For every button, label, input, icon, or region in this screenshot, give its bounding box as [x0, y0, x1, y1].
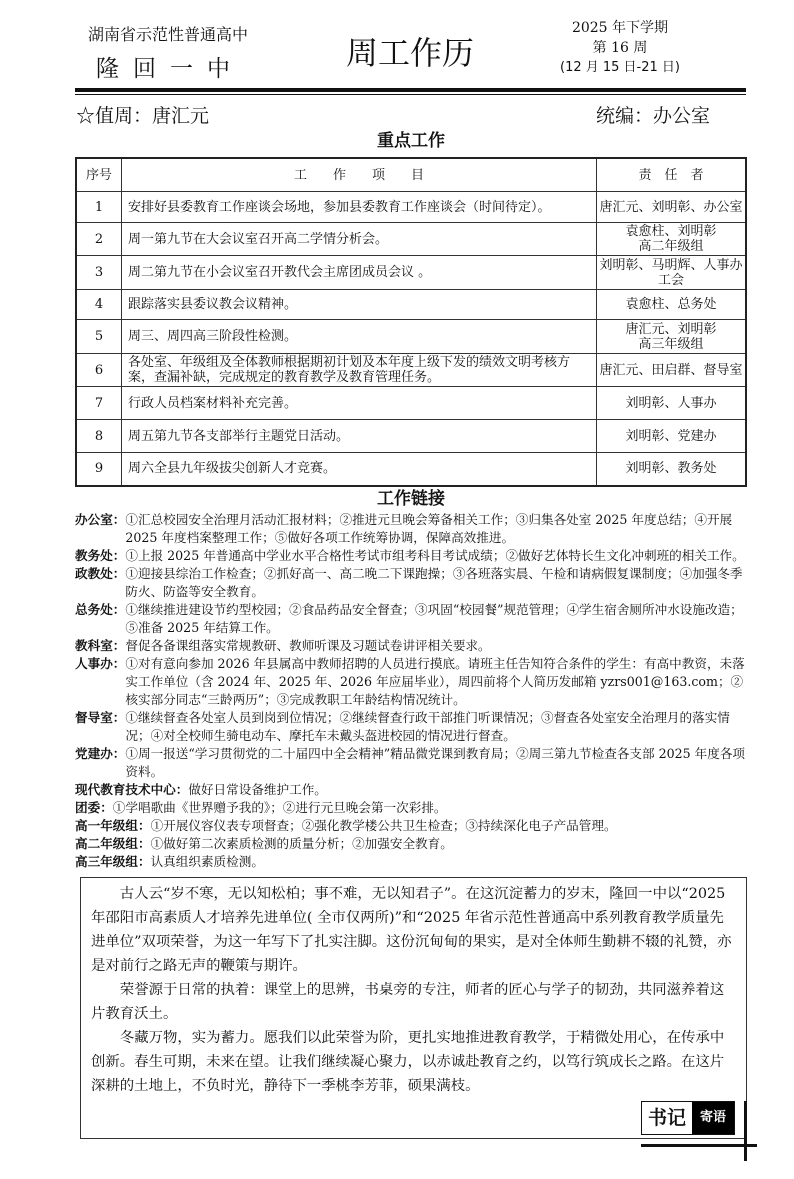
department-label: 现代教育技术中心：: [75, 781, 189, 797]
table-row: [76, 192, 746, 223]
work-link-item: [75, 799, 747, 817]
work-item: 周五第九节各支部举行主题党日活动。: [122, 420, 597, 453]
table-row: [76, 320, 746, 354]
responsible: 袁愈柱、刘明彰 高二年级组: [597, 223, 747, 256]
work-link-item: [75, 817, 747, 835]
row-number: 5: [76, 320, 122, 354]
work-link-item: [75, 745, 747, 781]
department-tasks: ①汇总校园安全治理月活动汇报材料；②推进元旦晚会筹备相关工作；③归集各处室 2025 年度总结；④开展 2025 年度档案整理工作；⑤做好各项工作统筹协调，保障高效推进。: [125, 511, 733, 545]
term-info: [540, 18, 700, 78]
work-item: 行政人员档案材料补充完善。: [122, 387, 597, 420]
department-label: 办公室：: [75, 511, 126, 527]
department-label: 教务处：: [75, 547, 126, 563]
department-label: 高二年级组：: [75, 835, 151, 851]
row-number: 2: [76, 223, 122, 256]
work-item: 周三、周四高三阶段性检测。: [122, 320, 597, 354]
department-tasks: ①做好第二次素质检测的质量分析；②加强安全教育。: [150, 835, 453, 851]
work-link-item: [75, 709, 747, 745]
work-link-item: [75, 511, 747, 547]
work-item: 周六全县九年级拔尖创新人才竞赛。: [122, 453, 597, 486]
responsible: 唐汇元、田启群、督导室: [597, 354, 747, 387]
week: 第 16 周: [592, 40, 648, 56]
table-row: [76, 223, 746, 256]
secretary-message-badge: [641, 1101, 735, 1135]
department-label: 教科室：: [75, 637, 126, 653]
secretary-message-section: [80, 877, 747, 1139]
table-row: [76, 290, 746, 320]
row-number: 9: [76, 453, 122, 486]
work-link-item: [75, 547, 747, 565]
department-tasks: ①继续督查各处室人员到岗到位情况；②继续督查行政干部推门听课情况；③督查各处室安全治理月的落实情况；④对全校师生骑电动车、摩托车未戴头盔进校园的情况进行督查。: [125, 709, 730, 743]
col-resp: 责 任 者: [597, 158, 747, 192]
row-number: 6: [76, 354, 122, 387]
department-tasks: 做好日常设备维护工作。: [188, 781, 327, 797]
row-number: 8: [76, 420, 122, 453]
table-row: [76, 387, 746, 420]
divider: [75, 88, 746, 92]
department-tasks: ①上报 2025 年普通高中学业水平合格性考试市组考科目考试成绩；②做好艺体特长生文化冲刺班的相关工作。: [125, 547, 745, 563]
key-work-title: 重点工作: [377, 131, 445, 151]
col-item: 工 作 项 目: [122, 158, 597, 192]
row-number: 4: [76, 290, 122, 320]
table-header: [76, 158, 746, 192]
responsible: 刘明彰、党建办: [597, 420, 747, 453]
duty-officer: ☆值周：唐汇元: [76, 105, 210, 127]
school-subtitle: 湖南省示范性普通高中: [88, 25, 249, 44]
department-tasks: ①开展仪容仪表专项督查；②强化教学楼公共卫生检查；③持续深化电子产品管理。: [150, 817, 617, 833]
work-item: 周二第九节在小会议室召开教代会主席团成员会议 。: [122, 256, 597, 290]
message-paragraph: 冬藏万物，实为蓄力。愿我们以此荣誉为阶，更扎实地推进教育教学，于精微处用心，在传承中创新。春生可期，未来在望。让我们继续凝心聚力，以赤诚赴教育之约，以笃行筑成长之路。在这片深耕的土地上，不负时光，静待下一季桃李芳菲，硕果满枝。: [91, 1029, 725, 1094]
department-label: 总务处：: [75, 601, 126, 617]
work-item: 安排好县委教育工作座谈会场地，参加县委教育工作座谈会（时间待定）。: [122, 192, 597, 223]
page-title: 周工作历: [345, 34, 474, 72]
department-tasks: 督促各备课组落实常规教研、教师听课及习题试卷讲评相关要求。: [125, 637, 491, 653]
divider: [75, 94, 746, 95]
responsible: 唐汇元、刘明彰、办公室: [597, 192, 747, 223]
badge-sub: 寄语: [692, 1102, 734, 1134]
work-link-item: [75, 565, 747, 601]
row-number: 3: [76, 256, 122, 290]
work-item: 跟踪落实县委议教会议精神。: [122, 290, 597, 320]
department-tasks: ①周一报送“学习贯彻党的二十届四中全会精神”精品微党课到教育局；②周三第九节检查各支部 2025 年度各项资料。: [125, 745, 746, 779]
department-tasks: ①迎接县综治工作检查；②抓好高一、高二晚二下课跑操；③各班落实晨、午检和请病假复课制度；④加强冬季防火、防盗等安全教育。: [125, 565, 743, 599]
table-row: [76, 420, 746, 453]
department-label: 督导室：: [75, 709, 126, 725]
department-label: 政教处：: [75, 565, 126, 581]
department-tasks: 认真组织素质检测。: [150, 853, 264, 869]
department-tasks: ①继续推进建设节约型校园；②食品药品安全督查；③巩固“校园餐”规范管理；④学生宿舍厕所冲水设施改造；⑤准备 2025 年结算工作。: [125, 601, 743, 635]
editor: 统编：办公室: [596, 105, 711, 127]
school-name: 隆回一中: [96, 56, 244, 82]
work-item: 各处室、年级组及全体教师根据期初计划及本年度上级下发的绩效文明考核方案，查漏补缺，完成规定的教育教学及教育管理任务。: [122, 354, 597, 387]
message-paragraph: 古人云“岁不寒，无以知松柏；事不难，无以知君子”。在这沉淀蓄力的岁末，隆回一中以“2025 年邵阳市高素质人才培养先进单位( 全市仅两所)”和“2025 年省示范性普通高中系列教育教学质量先进单位”双项荣誉，为这一年写下了扎实注脚。这份沉甸甸的果实，是对全体师生勤耕不辍的礼赞，亦是对前行之路无声的鞭策与期许。: [91, 885, 732, 974]
responsible: 刘明彰、人事办: [597, 387, 747, 420]
main-content: [75, 129, 747, 1169]
col-no: 序号: [76, 158, 122, 192]
message-paragraph: 荣誉源于日常的执着：课堂上的思辨，书桌旁的专注，师者的匠心与学子的韧劲，共同滋养着这片教育沃土。: [91, 981, 725, 1022]
date-range: (12 月 15 日-21 日): [560, 60, 680, 75]
responsible: 袁愈柱、总务处: [597, 290, 747, 320]
badge-main: 书记: [647, 1106, 686, 1129]
department-label: 人事办：: [75, 655, 126, 671]
department-label: 高一年级组：: [75, 817, 151, 833]
responsible: 刘明彰、马明辉、人事办 工会: [597, 256, 747, 290]
responsible: 唐汇元、刘明彰 高三年级组: [597, 320, 747, 354]
work-link-item: [75, 655, 747, 709]
term: 2025 年下学期: [571, 20, 669, 36]
work-link-item: [75, 601, 747, 637]
decorative-line: [641, 1144, 757, 1147]
responsible: 刘明彰、教务处: [597, 453, 747, 486]
department-label: 高三年级组：: [75, 853, 151, 869]
work-links-title: 工作链接: [377, 488, 445, 509]
table-row: [76, 453, 746, 486]
department-label: 团委：: [75, 799, 113, 815]
department-tasks: ①学唱歌曲《世界赠予我的》；②进行元旦晚会第一次彩排。: [112, 799, 447, 815]
secretary-message: [80, 877, 747, 1139]
work-link-item: [75, 835, 747, 853]
decorative-line: [744, 1101, 747, 1161]
table-row: [76, 354, 746, 387]
work-links: [75, 511, 747, 871]
row-number: 7: [76, 387, 122, 420]
key-work-table: [75, 157, 747, 487]
row-number: 1: [76, 192, 122, 223]
work-link-item: [75, 853, 747, 871]
work-item: 周一第九节在大会议室召开高二学情分析会。: [122, 223, 597, 256]
work-link-item: [75, 781, 747, 799]
table-row: [76, 256, 746, 290]
department-tasks: ①对有意向参加 2026 年县属高中教师招聘的人员进行摸底。请班主任告知符合条件的学生：有高中教资，未落实工作单位（含 2024 年、2025 年、2026 年应届毕业），周四前将个人简历发邮箱 yzrs001@163.com；②核实部分同志“三龄两历”；③完成教职工年龄结构情况统计。: [125, 655, 745, 707]
department-label: 党建办：: [75, 745, 126, 761]
work-link-item: [75, 637, 747, 655]
